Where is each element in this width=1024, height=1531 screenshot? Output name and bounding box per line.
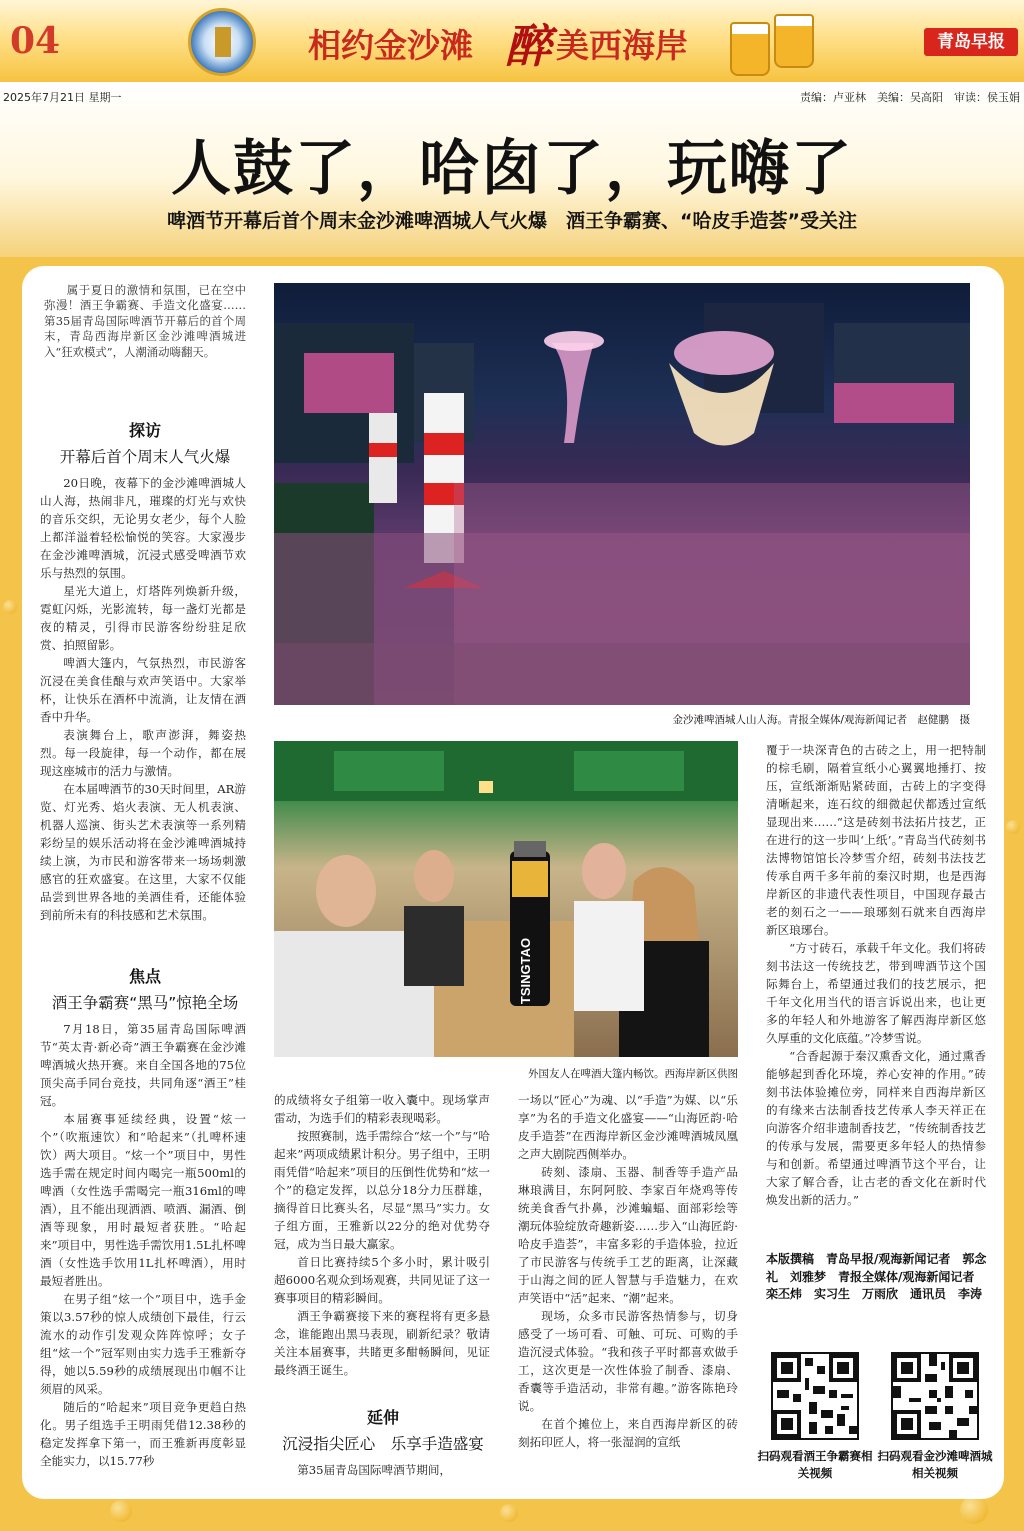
column-1-bottom bbox=[40, 1020, 246, 1482]
slogan-char: 醉 bbox=[505, 19, 551, 73]
paragraph: 首日比赛持续5个多小时，累计吸引超6000名观众到场观赛，共同见证了这一赛事项目的精彩瞬间。 bbox=[274, 1255, 490, 1305]
emblem-icon bbox=[188, 8, 256, 76]
section-title: 开幕后首个周末人气火爆 bbox=[59, 448, 231, 466]
foreign-friends-photo-art bbox=[274, 741, 738, 1057]
qr-code-icon[interactable] bbox=[891, 1352, 979, 1440]
column-1-top bbox=[40, 474, 246, 952]
paragraph: 酒王争霸赛接下来的赛程将有更多悬念，谁能跑出黑马表现，刷新纪录？敬请关注本届赛事，共睹更多酣畅瞬间，见证最终酒王诞生。 bbox=[274, 1309, 490, 1377]
paragraph: 按照赛制，选手需综合“炫一个”与“哈起来”两项成绩累计积分。男子组中，王明雨凭借“哈起来”项目的压倒性优势和“炫一个”的稳定发挥，以总分18分力压群雄，摘得首日比赛头名，尽显“黑马”实力。女子组方面，王雅新以22分的绝对优势夺冠，成为当日最大赢家。 bbox=[274, 1129, 490, 1251]
beer-mugs-icon bbox=[728, 10, 826, 80]
paragraph: 砖刻、漆扇、玉器、制香等手造产品琳琅满目，东阿阿胶、李家百年烧鸡等传统美食香气扑鼻，沙滩蝙蝠、面部彩绘等潮玩体验绽放奇趣新姿……步入“山海匠韵·哈皮手造荟”，丰富多彩的手造体验，拉近了市民游客与传统手工艺的距离，让深藏于山海之间的匠人智慧与手造魅力，在欢声笑语中“活”起来、“潮”起来。 bbox=[518, 1165, 738, 1305]
issue-date: 2025年7月21日 星期一 bbox=[3, 91, 122, 104]
qr1-label: 扫码观看酒王争霸赛相关视频 bbox=[757, 1449, 873, 1480]
paragraph: 20日晚，夜幕下的金沙滩啤酒城人山人海，热闹非凡，璀璨的灯光与欢快的音乐交织，无论男女老少，每个人脸上都洋溢着轻松愉悦的笑容。大家漫步在金沙滩啤酒城，沉浸式感受啤酒节欢乐与热烈的氛围。 bbox=[40, 476, 246, 580]
section-kicker: 焦点 bbox=[128, 967, 161, 986]
paragraph: 7月18日，第35届青岛国际啤酒节“英太青·新必奇”酒王争霸赛在金沙滩啤酒城火热开赛。来自全国各地的75位顶尖高手同台竞技，共同角逐“酒王”桂冠。 bbox=[40, 1022, 246, 1108]
section-title: 酒王争霸赛“黑马”惊艳全场 bbox=[51, 994, 239, 1012]
editor-credits: 责编：卢亚林 美编：吴高阳 审读：侯玉娟 bbox=[800, 91, 1020, 104]
slogan-part2: 美西海岸 bbox=[556, 26, 688, 65]
column-2 bbox=[274, 1091, 490, 1396]
paragraph: 本届赛事延续经典，设置“炫一个”（吹瓶速饮）和“哈起来”（扎啤杯速饮）两大项目。“炫一个”项目中，男性选手需在规定时间内喝完一瓶500ml的啤酒（女性选手需喝完一瓶316ml的啤酒），且不能出现洒酒、喷酒、漏酒、倒酒等现象，用时最短者获胜。“哈起来”项目中，男性选手需饮用1.5L扎杯啤酒（女性选手饮用1L扎杯啤酒），用时最短者胜出。 bbox=[40, 1112, 246, 1288]
qr-code-pattern bbox=[893, 1354, 977, 1438]
paragraph: “方寸砖石，承载千年文化。我们将砖刻书法这一传统技艺，带到啤酒节这个国际舞台上，希望通过我们的技艺展示，把千年文化用当代的语言诉说出来，也让更多的年轻人和外地游客了解西海岸新区悠久厚重的文化底蕴。”冷梦雪说。 bbox=[766, 941, 986, 1045]
section-heading-1 bbox=[36, 418, 254, 467]
paragraph: 在男子组“炫一个”项目中，选手金策以3.57秒的惊人成绩创下最佳，行云流水的动作引发观众阵阵惊呼；女子组“炫一个”冠军则由实力选手王雅新夺得，她以5.59秒的成绩展现出巾帼不让须眉的风采。 bbox=[40, 1292, 246, 1396]
subheadline: 啤酒节开幕后首个周末金沙滩啤酒城人气火爆 酒王争霸赛、“哈皮手造荟”受关注 bbox=[167, 210, 857, 232]
column-3 bbox=[518, 1091, 738, 1483]
page-number: 04 bbox=[10, 20, 61, 62]
tent-tsingtao-label: TSINGTAO bbox=[518, 937, 533, 1005]
qr2-label: 扫码观看金沙滩啤酒城相关视频 bbox=[877, 1449, 993, 1480]
paper-logo: 青岛早报 bbox=[924, 28, 1018, 56]
paragraph: 啤酒大篷内，气氛热烈，市民游客沉浸在美食佳酿与欢声笑语中。大家举杯，让快乐在酒杯中流淌，让友情在酒香中升华。 bbox=[40, 656, 246, 724]
byline: 本版撰稿 青岛早报/观海新闻记者 郭念礼 刘雅梦 青报全媒体/观海新闻记者 栾丕炜 实习生 万雨欣 通讯员 李涛 bbox=[766, 1252, 987, 1301]
qr-code-pattern bbox=[773, 1354, 857, 1438]
paragraph: 现场，众多市民游客热情参与，切身感受了一场可看、可触、可玩、可购的手造沉浸式体验。“我和孩子平时都喜欢做手工，这次更是一次性体验了制香、漆扇、香囊等手造活动，非常有趣。”游客陈艳玲说。 bbox=[518, 1309, 738, 1413]
paragraph: “合香起源于秦汉熏香文化，通过熏香能够起到香化环境，养心安神的作用。”砖刻书法体验摊位旁，同样来自西海岸新区的有缘来古法制香技艺传承人李天祥正在向游客介绍非遗制香技艺，“传统制香技艺的传承与发展，需要更多年轻人的热情参与和创新。希望通过啤酒节这个平台，让大家了解合香，让古老的香文化在新时代焕发出新的活力。” bbox=[766, 1049, 986, 1207]
paragraph: 的成绩将女子组第一收入囊中。现场掌声雷动，为选手们的精彩表现喝彩。 bbox=[274, 1093, 490, 1125]
paragraph: 一场以“匠心”为魂、以“手造”为媒、以“乐享”为名的手造文化盛宴——“山海匠韵·哈皮手造荟”在西海岸新区金沙滩啤酒城凤凰之声大剧院西侧举办。 bbox=[518, 1093, 738, 1161]
section-kicker: 延伸 bbox=[366, 1408, 399, 1427]
paragraph: 在首个摊位上，来自西海岸新区的砖刻拓印匠人，将一张湿润的宣纸 bbox=[518, 1417, 738, 1449]
paragraph: 随后的“哈起来”项目竞争更趋白热化。男子组选手王明雨凭借12.38秒的稳定发挥拿下第一，而王雅新再度彰显全能实力，以15.77秒 bbox=[40, 1400, 246, 1468]
lead-paragraph: 属于夏日的激情和氛围，已在空中弥漫！酒王争霸赛、手造文化盛宴……第35届青岛国际啤酒节开幕后的首个周末，青岛西海岸新区金沙滩啤酒城进入“狂欢模式”，人潮涌动嗨翻天。 bbox=[44, 283, 246, 359]
paragraph: 在本届啤酒节的30天时间里，AR游览、灯光秀、焰火表演、无人机表演、机器人巡演、街头艺术表演等一系列精彩纷呈的娱乐活动将在金沙滩啤酒城持续上演，为市民和游客带来一场场刺激感官的狂欢盛宴。在这里，大家不仅能品尝到世界各地的美酒佳肴，还能体验到前所未有的科技感和艺术氛围。 bbox=[40, 782, 246, 922]
photo1-caption: 金沙滩啤酒城人山人海。青报全媒体/观海新闻记者 赵健鹏 摄 bbox=[672, 714, 970, 726]
qr-code-icon[interactable] bbox=[771, 1352, 859, 1440]
column-4 bbox=[766, 741, 986, 1249]
slogan-part1: 相约金沙滩 bbox=[308, 26, 473, 65]
section-title: 沉浸指尖匠心 乐享手造盛宴 bbox=[282, 1435, 484, 1453]
paragraph: 第35届青岛国际啤酒节期间， bbox=[297, 1463, 452, 1477]
crowd-night-photo bbox=[274, 283, 970, 705]
column-2-end bbox=[274, 1461, 490, 1481]
crowd-night-photo-art bbox=[274, 283, 970, 705]
headline: 人鼓了，哈囱了，玩嗨了 bbox=[171, 134, 853, 204]
paragraph: 星光大道上，灯塔阵列焕新升级，霓虹闪烁，光影流转，每一盏灯光都是夜的精灵，引得市民游客纷纷驻足欣赏、拍照留影。 bbox=[40, 584, 246, 652]
section-heading-2 bbox=[36, 964, 254, 1013]
section-kicker: 探访 bbox=[128, 421, 161, 440]
foreign-friends-photo bbox=[274, 741, 738, 1057]
paragraph: 表演舞台上，歌声澎湃，舞姿热烈。每一段旋律，每一个动作，都在展现这座城市的活力与激情。 bbox=[40, 728, 246, 778]
photo2-caption: 外国友人在啤酒大篷内畅饮。西海岸新区供图 bbox=[528, 1068, 738, 1080]
paragraph: 覆于一块深青色的古砖之上，用一把特制的棕毛刷，隔着宣纸小心翼翼地捶打、按压，宣纸渐渐贴紧砖面，古砖上的字变得清晰起来，连石纹的细微起伏都透过宣纸显现出来……“这是砖刻书法拓片技艺，正在进行的这一步叫‘上纸’。”青岛当代砖刻书法博物馆馆长冷梦雪介绍，砖刻书法技艺传承自两千多年前的秦汉时期，也是西海岸新区的非遗代表性项目，中国现存最古老的刻石之一——琅琊刻石就来自西海岸新区琅琊台。 bbox=[766, 743, 986, 937]
section-heading-3 bbox=[272, 1405, 494, 1454]
